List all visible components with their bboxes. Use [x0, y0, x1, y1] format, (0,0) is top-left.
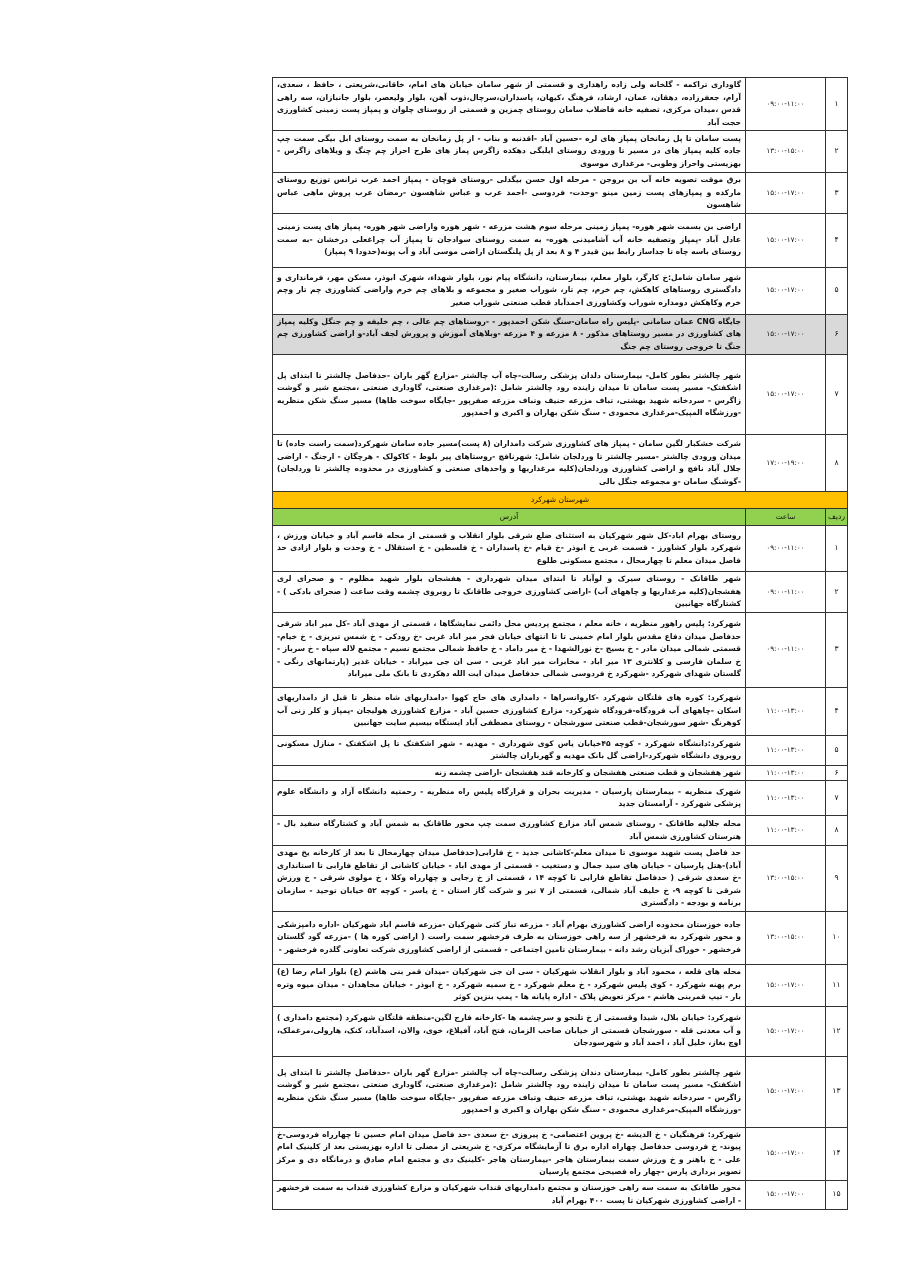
row-number: ۸ [826, 435, 848, 492]
row-number: ۱۳ [826, 1056, 848, 1127]
row-number: ۱۵ [826, 1180, 848, 1209]
row-number: ۲ [826, 572, 848, 613]
table-row [273, 781, 848, 816]
row-address: برق موقت تصویه خانه آب بن بروجن - مرحله اول حسن بیگدلی -روستای قوچان - پمپاز احمد عرب ترانس توزیع روستای مارکده و پمپازهای پست زمین مینو -وحدت- فردوسی -احمد عرب و عباس شاهسون -رمضان عرب پروش ماهی عباس شاهسون [273, 173, 746, 214]
row-time: ۱۵:۰۰-۱۷:۰۰ [746, 314, 826, 355]
row-number: ۳ [826, 173, 848, 214]
section2-header [273, 492, 848, 526]
row-number: ۹ [826, 846, 848, 912]
row-number: ۷ [826, 355, 848, 435]
table-row [273, 314, 848, 355]
row-time: ۱۵:۰۰-۱۷:۰۰ [746, 1180, 826, 1209]
row-address: حد فاصل پست شهید موسوی تا میدان معلم-کاشانی جدید - خ فارابی(حدفاصل میدان چهارمحال تا بعد از کارخانه یخ مهدی آباد)-هتل پارسیان - خیابان های سید جمال و دستغیب - قسمتی از مهدی اباد - خیابان کاشانی از تقاطع فارابی تا استانداری -خ سعدی شرقی ( حدفاصل تقاطع فارابی تا کوچه ۱۴ ، قسمتی از خ رجایی و چهارراه وکلا ، خ مولوی شرقی - خ ورزش شرقی تا کوچه ۹- خ خلیف آباد شمالی، قسمتی از ۷ تیر و شرکت گاز استان - خ یاسر - کوچه ۵۲ خیابان توحید - سازمان برنامه و بودجه - دادگستری [273, 846, 746, 912]
row-number: ۸ [826, 816, 848, 846]
row-number: ۲ [826, 131, 848, 173]
row-time: ۱۱:۰۰-۱۳:۰۰ [746, 816, 826, 846]
table-row [273, 612, 848, 687]
table-row [273, 1127, 848, 1180]
section1-rows [273, 78, 848, 492]
table-row [273, 735, 848, 765]
table-row [273, 964, 848, 1006]
row-time: ۱۱:۰۰-۱۳:۰۰ [746, 687, 826, 735]
row-time: ۱۱:۰۰-۱۳:۰۰ [746, 781, 826, 816]
row-time: ۱۵:۰۰-۱۷:۰۰ [746, 1056, 826, 1127]
row-address: گاوداری تراکمه - گلخانه ولی زاده راهداری و قسمتی از شهر سامان خیابان های امام، خاقانی،شریعتی ، حافظ ، سعدی، آرام، جعفرزاده، دهقان، عمان، ارشاد، فرهنگ ،کیهان، پاسداران،سرچال،ذوب آهن، بلوار ولیعصر، بلوار جانبازان، سه راهی قدس ،میدان مرکزی، تصفیه خانه فاضلاب سامان روستای چمزین و قسمتی از روستای چلوان و پمپاز پست زمینی کشاورزی حجت آباد [273, 78, 746, 131]
table-row [273, 572, 848, 613]
row-time: ۱۱:۰۰-۱۳:۰۰ [746, 735, 826, 765]
table-row [273, 435, 848, 492]
column-header-row [273, 509, 848, 526]
row-number: ۵ [826, 735, 848, 765]
row-address: شهر هفشجان و قطب صنعتی هفشجان و کارخانه قند هفشجان -اراضی چشمه زنه [273, 765, 746, 781]
table-row [273, 355, 848, 435]
outage-schedule-document [272, 77, 848, 1210]
table-row [273, 526, 848, 572]
row-time: ۱۵:۰۰-۱۷:۰۰ [746, 1127, 826, 1180]
section2-rows [273, 526, 848, 1210]
row-address: محور طاقانک به سمت سه راهی خوزستان و مجتمع دامداریهای قنداب شهرکیان و مزارع کشاورزی قنداب به سمت فرخشهر - اراضی کشاورزی شهرکیان تا پست ۴۰۰ بهرام آباد [273, 1180, 746, 1209]
row-number: ۱۲ [826, 1006, 848, 1056]
table-row [273, 1056, 848, 1127]
row-time: ۱۳:۰۰-۱۵:۰۰ [746, 131, 826, 173]
row-number: ۱۱ [826, 964, 848, 1006]
row-address: شرکت خشکبار لگین سامان - پمپاز های کشاورزی شرکت دامداران (۸ پست)مسیر جاده سامان شهرکرد(سمت راست جاده) تا میدان ورودی چالشتر -مسیر چالشتر تا وردلجان شامل: شهرنافچ -روستاهای پیر بلوط - کاکولک - هرچگان - ارجنگ - اراضی جلال آباد نافچ و اراضی کشاورزی وردلجان(کلیه مرغداریها و واحدهای صنعتی و کشاورزی در محدوده چالشتر تا وردلجان) -گوشنگ سامان -و مجموعه جنگل بالی [273, 435, 746, 492]
row-number: ۱۰ [826, 911, 848, 964]
row-number: ۴ [826, 687, 848, 735]
table-row [273, 765, 848, 781]
row-address: اراضی بن بسمت شهر هوره- پمپاز زمینی مرحله سوم هشت مزرعه - شهر هوره واراضی شهر هوره- پمپاز های پست زمینی عادل آباد -پمپاز وتصفیه خانه آب آشامیدنی هوره- به سمت روستای سوادجان تا پمپاز آب چراغعلی درخشان -به سمت روستای باسه چاه تا جداساز رابط بین قیدر ۴ و ۸ بعد از پل پلنگستان اراضی موسی آباد و آب پونه(حدودا ۹ پمپاز) [273, 213, 746, 267]
row-address: محله جلالیه طاقانک - روستای شمس آباد مزارع کشاورزی سمت چپ محور طاقانک به شمس آباد و کشتارگاه سفید بال - هنرستان کشاورزی شمس آباد [273, 816, 746, 846]
row-time: ۱۵:۰۰-۱۷:۰۰ [746, 1006, 826, 1056]
row-number: ۶ [826, 765, 848, 781]
row-address: شهر چالشتر بطور کامل- بیمارستان دلدان پزشکی رسالت-چاه آب چالشتر -مزارع گهر باران -حدفاصل چالشتر تا ابتدای پل اشکفتک- مسیر پست سامان تا میدان زاینده رود چالشتر شامل :(مرغداری صنعتی، گاوداری صنعتی ،مجتمع شیر و گوشت زاگرس - سردخانه شهید بهشتی، تباف مزرعه حنیف وتباف مزرعه صفرپور -جایگاه سوخت طاها) مسیر سنگ شکن منظریه -ورزشگاه المپیک-مرغداری محمودی - سنگ شکن بهاران و اکبری و احمدپور [273, 355, 746, 435]
row-address: شهرک منظریه - بیمارستان پارسیان - مدیریت بحران و قرارگاه پلیس راه منظریه - رحمتیه دانشگاه آزاد و دانشگاه علوم پزشکی شهرکرد - آرامستان جدید [273, 781, 746, 816]
row-address: محله های قلعه ، محمود آباد و بلوار انقلاب شهرکیان - سی ان جی شهرکیان -میدان قمر بنی هاشم (ع) بلوار امام رضا (ع) برم پهنه شهرکرد - کوی پلیس شهرکرد - خ معلم شهرکرد - خ سمیه شهرکرد - خ ابوذر - خیابان مجاهدان - میدان میوه وتره بار - تیپ قمربنی هاشم - مرکز تعویض پلاک - اداره پایانه ها - پمپ بنزین کوثر [273, 964, 746, 1006]
row-address: شهرکرد: فرهنگیان - خ الدیشه -خ پروین اعتصامی- خ پیروزی -خ سعدی -حد فاصل میدان امام حسین تا چهارراه فردوسی-خ پیوند- خ فردوسی حدفاصل چهاراه اداره برق تا آزمایشگاه مرکزی- خ شریعتی از مصلی تا اداره بهزیستی بعد از کلینیک امام علی - خ باهنر و خ ورزش سمت بیمارستان هاجر -بیمارستان هاجر -کلینیک دی و مجتمع امام صادق و درمانگاه دی و مرکز تصویر برداری پارس -چهار راه فصیحی مجتمع پارسیان [273, 1127, 746, 1180]
row-time: ۰۹:۰۰-۱۱:۰۰ [746, 572, 826, 613]
table-row [273, 267, 848, 314]
row-number: ۶ [826, 314, 848, 355]
row-time: ۱۵:۰۰-۱۷:۰۰ [746, 964, 826, 1006]
row-address: شهرکرد:دانشگاه شهرکرد - کوچه ۴۵خیابان یاس کوی شهرداری - مهدیه - شهر اشکفتک تا پل اشکفتک - منازل مسکونی روبروی دانشگاه شهرکرد-اراضی گل بانک مهدیه و گهرباران چالشتر [273, 735, 746, 765]
row-address: روستای بهرام اباد-کل شهر شهرکیان به استثنای ضلع شرقی بلوار انقلاب و قسمتی از محله قاسم آباد و خیابان ورزش ، شهرکرد بلوار کشاورز - قسمت غربی خ ابوذر -خ قیام -خ پاسداران - خ فلسطین - خ استقلال - خ وحدت و بلوار ازادی حد فاصل میدان معلم تا چهارمحال ، مجتمع مسکونی طلوع [273, 526, 746, 572]
table-row [273, 911, 848, 964]
header-num: ردیف [826, 509, 848, 526]
row-address: شهرکرد: کوره های فلتگان شهرکرد -کاروانسراها - دامداری های حاج کهوا -دامداریهای شاه منظر تا قبل از دامداریهای اسکان -چاههای آب فرودگاه-فرودگاه شهرکرد- مزارع کشاورزی حسین آباد - مزارع کشاورزی هولیجان -پمپاز و کلر زنی آب کوهرنگ -شهر سورشجان-قطب صنعتی سورشجان - روستای مصطفی آباد ایستگاه بیسیم سایت جهانبین [273, 687, 746, 735]
row-number: ۵ [826, 267, 848, 314]
row-time: ۱۵:۰۰-۱۷:۰۰ [746, 267, 826, 314]
table-row [273, 1180, 848, 1209]
row-time: ۱۳:۰۰-۱۵:۰۰ [746, 846, 826, 912]
header-address: آدرس [273, 509, 746, 526]
row-number: ۳ [826, 612, 848, 687]
row-address: شهرکرد: پلیس راهور منظریه ، خانه معلم ، مجتمع پردیس محل دائمی نمایشگاها ، قسمتی از مهدی آباد -کل میر اباد شرقی حدفاصل میدان دفاع مقدس بلوار امام خمینی تا تا انتهای خیابان فجر میر اباد غربی -خ رودکی - خ شمس تبریزی - خ خیام- قسمتی شمالی میدان مادر - خ بسیج -خ نورالشهدا - خ میر داماد - خ حافظ شمالی مجتمع نسیم - مجتمع لاله سپاه - خ سرباز - خ سلمان فارسی و کلانتری ۱۳ میر اباد - مخابرات میر اباد غربی - سی ان جی میراباد - خیابان غدیر (پارتمانهای رنگی - گلستان شهدای شهرکرد -شهرکرد خ فردوسی شمالی حدفاصل میدان ایت الله دهکردی تا بانک ملی میراباد [273, 612, 746, 687]
section-title: شهرستان شهرکرد [273, 492, 848, 509]
row-time: ۰۹:۰۰-۱۱:۰۰ [746, 78, 826, 131]
header-time: ساعت [746, 509, 826, 526]
row-address: پست سامان تا پل زمانخان پمپاز های لره -حسین آباد -اقدنبه و بناب - از پل زمانخان به سمت روستای ابل بیگی سمت چپ جاده کلیه پمپاز های در مسیر تا ورودی روستای ایلبگی دهکده زاگرس پماز های طرح احراز چم چنگ و ویلاهای زاگرس - بهزیستی واحراز وطوبی- مرغداری موسوی [273, 131, 746, 173]
table-row [273, 816, 848, 846]
row-address: شهر چالشتر بطور کامل- بیمارستان دندان پزشکی رسالت-چاه آب چالشتر -مزارع گهر باران -حدفاصل چالشتر تا ابتدای پل اشکفتک- مسیر پست سامان تا میدان زاینده رود چالشتر شامل :(مرغداری صنعتی، گاوداری صنعتی ،مجتمع شیر و گوشت زاگرس - سردخانه شهید بهشتی، تباف مزرعه حنیف وتباف مزرعه صفرپور -جایگاه سوخت طاها) مسیر سنگ شکن منظریه -ورزشگاه المپیک-مرغداری محمودی - سنگ شکن بهاران و اکبری و احمدپور [273, 1056, 746, 1127]
table-row [273, 687, 848, 735]
row-time: ۱۷:۰۰-۱۹:۰۰ [746, 435, 826, 492]
row-number: ۱ [826, 526, 848, 572]
table-row [273, 846, 848, 912]
table-row [273, 1006, 848, 1056]
row-address: شهرکرد: خیابان بلال، شبدا وقسمتی از خ تلنجو و سرچشمه ها -کارخانه فارج لگین-منطقه فلتگان شهرکرد (مجتمع دامداری ) و آب معدنی قله - سورشجان قسمتی از خیابان صاحب الزمان، فتح آباد، آفیلاغ، خوی، والان، اسدآباد، کنک، هارولی،مرغملک، اوچ بغاز، خلیل آباد ، احمد آباد و شهرسودجان [273, 1006, 746, 1056]
section-title-row [273, 492, 848, 509]
row-time: ۱۵:۰۰-۱۷:۰۰ [746, 173, 826, 214]
row-address: جایگاه CNG عمان سامانی -پلیس راه سامان-سنگ شکن احمدپور - -روستاهای چم عالی ، چم خلیفه و چم جنگل وکلیه پمپاز های کشاورزی در مسیر روستاهای مذکور - ۸ مزرعه و ۴ مزرعه -وبلاهای آموزش و پرورش لجف آباد-و اراضی کشاورزی چم جنگ تا خروجی روستای چم جنگ [273, 314, 746, 355]
outage-schedule-table [272, 77, 848, 1210]
table-row [273, 78, 848, 131]
row-address: جاده خوزستان محدوده اراضی کشاورزی بهرام آباد - مزرعه تباز کتی شهرکیان -مزرعه قاسم اباد شهرکیان -اداره دامپزشکی و محور شهرکرد به فرخشهر از سه راهی خوزستان به طرف فرخشهر سمت راست ( اراضی کوره ها ) -مزرعه گود گلستان فرخشهر - خوراک آبزیان رشد دانه - بیمارستان تامین اجتماعی - قسمتی از اراضی کشاورزی شرکت تعاونی گلدره فرخشهر - [273, 911, 746, 964]
table-row [273, 173, 848, 214]
table-row [273, 131, 848, 173]
row-number: ۱۴ [826, 1127, 848, 1180]
row-number: ۱ [826, 78, 848, 131]
row-time: ۱۳:۰۰-۱۵:۰۰ [746, 911, 826, 964]
row-time: ۱۵:۰۰-۱۷:۰۰ [746, 213, 826, 267]
row-address: شهر طاقانک - روستای سیرک و لوآباد تا ابتدای میدان شهرداری - هفشجان بلوار شهید مظلوم - و صحرای لری هفشجان(کلیه مرغداریها و چاههای آب) -اراضی کشاورزی خروجی طاقانک تا روبروی چشمه وقت ساعت ( صحرای بادکی ) - کشتارگاه جهانبین [273, 572, 746, 613]
row-time: ۰۹:۰۰-۱۱:۰۰ [746, 612, 826, 687]
row-time: ۱۵:۰۰-۱۷:۰۰ [746, 355, 826, 435]
row-number: ۷ [826, 781, 848, 816]
row-time: ۱۱:۰۰-۱۳:۰۰ [746, 765, 826, 781]
row-number: ۴ [826, 213, 848, 267]
row-address: شهر سامان شامل:خ کارگر، بلوار معلم، بیمارستان، دانشگاه پیام نور، بلوار شهداء، شهرک ابوذر، مسکن مهر، فرمانداری و دادگستری روستاهای کاهکش، چم خرم، چم تار، شوراب صغیر و مجموعه و بلاهای چم خرم واراضی کشاورزی چم تار وچم خرم وکاهکش دومداره شوراب وکشاورزی احمدآباد قطب صنعتی شوراب صغیر [273, 267, 746, 314]
row-time: ۰۹:۰۰-۱۱:۰۰ [746, 526, 826, 572]
table-row [273, 213, 848, 267]
